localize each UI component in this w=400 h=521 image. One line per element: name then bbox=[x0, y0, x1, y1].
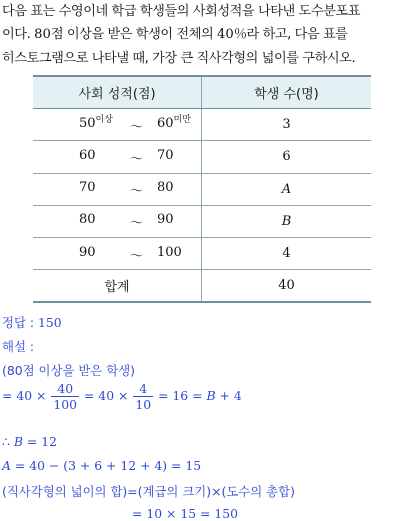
problem-number-80: 80 bbox=[34, 27, 51, 43]
fraction-numerator: 40 bbox=[51, 381, 79, 397]
class-interval bbox=[33, 173, 202, 205]
answer-label: 정답 : bbox=[2, 315, 38, 330]
table-header-row bbox=[33, 76, 371, 109]
table-row bbox=[33, 173, 371, 205]
fraction-40-over-100 bbox=[51, 381, 79, 412]
explanation-line-2 bbox=[2, 381, 242, 412]
frequency-table bbox=[33, 75, 371, 303]
frequency-value: 6 bbox=[202, 141, 372, 173]
equation-part: = 40 − (3 + 6 + 12 + 4) = 15 bbox=[10, 458, 202, 473]
fraction-4-over-10 bbox=[133, 381, 153, 412]
problem-number-40: 40 bbox=[217, 27, 234, 43]
table-row bbox=[33, 109, 371, 141]
interval-tilde: ～ bbox=[130, 248, 144, 264]
fraction-denominator: 10 bbox=[135, 397, 152, 412]
frequency-value-variable: B bbox=[202, 205, 372, 237]
interval-low: 80 bbox=[79, 212, 96, 228]
equation-part: = 12 bbox=[22, 434, 57, 449]
answer-line bbox=[2, 313, 62, 331]
interval-low: 70 bbox=[79, 180, 96, 196]
fraction-numerator: 4 bbox=[133, 381, 153, 397]
explanation-line-1: (80점 이상을 받은 학생) bbox=[2, 363, 136, 378]
explanation-line-5: (직사각형의 넓이의 합)=(계급의 크기)×(도수의 총합) bbox=[2, 484, 295, 499]
equation-part: + 4 bbox=[215, 388, 242, 403]
interval-low: 60 bbox=[79, 147, 96, 163]
interval-tilde: ～ bbox=[130, 119, 144, 135]
variable-b: B bbox=[206, 388, 216, 403]
class-interval bbox=[33, 141, 202, 173]
interval-tilde: ～ bbox=[130, 151, 144, 167]
variable-a: A bbox=[2, 458, 11, 473]
explanation-line-6: = 10 × 15 = 150 bbox=[132, 506, 239, 521]
class-interval bbox=[33, 237, 202, 269]
explanation-line-4 bbox=[2, 458, 201, 473]
interval-tilde: ～ bbox=[130, 216, 144, 232]
problem-line-3: 히스토그램으로 나타낼 때, 가장 큰 직사각형의 넓이를 구하시오. bbox=[2, 50, 356, 66]
table-row bbox=[33, 141, 371, 173]
frequency-value: 4 bbox=[202, 237, 372, 269]
therefore-symbol: ∴ bbox=[2, 434, 14, 449]
problem-line-2-part-e: ％라 하고, 다음 표를 bbox=[233, 27, 348, 43]
problem-line-2 bbox=[2, 23, 398, 46]
table-row bbox=[33, 237, 371, 269]
table-total-row bbox=[33, 270, 371, 303]
frequency-value-variable: A bbox=[202, 173, 372, 205]
equation-part: = 16 = bbox=[158, 388, 207, 403]
answer-value: 150 bbox=[38, 315, 62, 330]
interval-high: 100 bbox=[157, 244, 182, 260]
total-label: 합계 bbox=[33, 270, 202, 303]
problem-line-2-part-a: 이다. bbox=[2, 27, 35, 43]
header-count: 학생 수(명) bbox=[202, 76, 372, 109]
equation-part: = 40 × bbox=[2, 388, 47, 403]
interval-high: 90 bbox=[157, 212, 174, 228]
explanation-line-3 bbox=[2, 434, 57, 449]
interval-high: 70 bbox=[157, 147, 174, 163]
problem-line-1: 다음 표는 수영이네 학급 학생들의 사회성적을 나타낸 도수분포표 bbox=[2, 4, 360, 19]
variable-b: B bbox=[13, 434, 23, 449]
frequency-value: 3 bbox=[202, 109, 372, 141]
problem-line-2-part-c: 점 이상을 받은 학생이 전체의 bbox=[50, 27, 218, 43]
fraction-denominator: 100 bbox=[53, 397, 78, 412]
interval-low: 90 bbox=[79, 244, 96, 260]
problem-text bbox=[2, 0, 398, 70]
interval-high-suffix: 미만 bbox=[173, 114, 191, 125]
header-score: 사회 성적(점) bbox=[33, 76, 202, 109]
class-interval bbox=[33, 205, 202, 237]
interval-low-suffix: 이상 bbox=[95, 114, 113, 125]
interval-high: 60 bbox=[157, 115, 174, 131]
interval-high: 80 bbox=[157, 180, 174, 196]
interval-tilde: ～ bbox=[130, 184, 144, 200]
class-interval bbox=[33, 109, 202, 141]
interval-low: 50 bbox=[79, 115, 96, 131]
equation-part: = 40 × bbox=[83, 388, 129, 403]
table-row bbox=[33, 205, 371, 237]
explanation-label: 해설 : bbox=[2, 339, 35, 354]
total-value: 40 bbox=[202, 270, 372, 303]
